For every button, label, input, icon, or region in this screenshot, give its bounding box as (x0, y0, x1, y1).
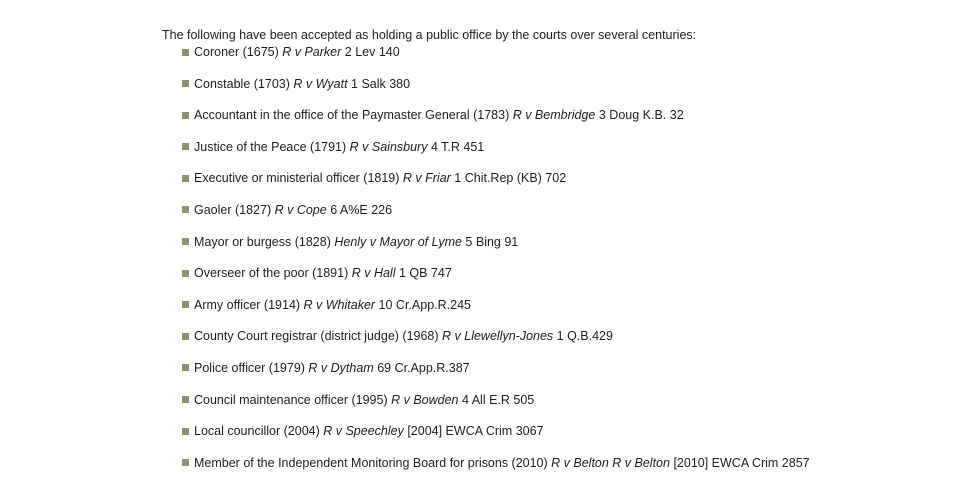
case-citation: 3 Doug K.B. 32 (595, 108, 684, 123)
list-item (182, 359, 810, 391)
square-bullet-icon (182, 301, 189, 308)
office-text: Coroner (1675) (194, 45, 283, 59)
case-name: R v Dytham (308, 360, 374, 375)
office-text: Mayor or burgess (1828) (194, 234, 335, 249)
case-name: R v Belton R v Belton (551, 455, 670, 470)
case-name: R v Whitaker (303, 297, 376, 312)
case-citation: 10 Cr.App.R.245 (375, 297, 471, 312)
case-citation: [2004] EWCA Crim 3067 (403, 424, 544, 439)
list-item (182, 75, 810, 107)
list-item (182, 169, 810, 201)
case-citation: 1 Q.B.429 (553, 329, 613, 344)
case-citation: 69 Cr.App.R.387 (373, 360, 470, 375)
list-item (182, 454, 810, 485)
office-text: Member of the Independent Monitoring Board for prisons (2010) (194, 455, 552, 470)
case-name: R v Wyatt (293, 76, 348, 91)
case-name: R v Sainsbury (349, 139, 428, 154)
case-name: R v Bembridge (512, 108, 596, 123)
square-bullet-icon (182, 143, 189, 150)
list-item (182, 422, 810, 454)
office-text: Executive or ministerial officer (1819) (194, 171, 403, 186)
square-bullet-icon (182, 206, 189, 213)
square-bullet-icon (182, 459, 189, 466)
square-bullet-icon (182, 80, 189, 87)
list-item (182, 201, 810, 233)
case-citation: 4 T.R 451 (427, 139, 485, 154)
case-citation: 5 Bing 91 (461, 234, 519, 249)
case-citation: [2010] EWCA Crim 2857 (669, 455, 810, 470)
case-name: R v Friar (402, 171, 451, 186)
office-text: Accountant in the office of the Paymaster General (1783) (194, 108, 513, 123)
list-item (182, 106, 810, 138)
office-text: Gaoler (1827) (194, 202, 275, 217)
office-text: Justice of the Peace (1791) (194, 139, 350, 154)
list-item (182, 296, 810, 328)
office-text: Local councillor (2004) (194, 424, 324, 439)
case-citation: 2 Lev 140 (341, 45, 400, 59)
list-item (182, 138, 810, 170)
square-bullet-icon (182, 396, 189, 403)
office-text: County Court registrar (district judge) (1968) (194, 329, 443, 344)
case-citation: 1 Chit.Rep (KB) 702 (450, 171, 567, 186)
office-text: Overseer of the poor (1891) (194, 266, 352, 281)
office-text: Police officer (1979) (194, 360, 309, 375)
list-item (182, 43, 810, 75)
case-name: R v Hall (351, 266, 396, 281)
office-text: Council maintenance officer (1995) (194, 392, 392, 407)
list-item (182, 264, 810, 296)
case-name: R v Cope (274, 202, 327, 217)
case-citation: 4 All E.R 505 (458, 392, 535, 407)
case-name: Henly v Mayor of Lyme (334, 234, 462, 249)
square-bullet-icon (182, 49, 189, 56)
list-item (182, 327, 810, 359)
public-office-list (182, 43, 810, 485)
square-bullet-icon (182, 428, 189, 435)
square-bullet-icon (182, 175, 189, 182)
list-item (182, 233, 810, 265)
intro-paragraph: The following have been accepted as holding a public office by the courts over several centuries: (162, 27, 697, 42)
list-item (182, 391, 810, 423)
case-name: R v Speechley (323, 424, 404, 439)
case-citation: 6 A%E 226 (326, 202, 393, 217)
case-citation: 1 Salk 380 (347, 76, 411, 91)
office-text: Army officer (1914) (194, 297, 304, 312)
case-citation: 1 QB 747 (395, 266, 452, 281)
square-bullet-icon (182, 333, 189, 340)
square-bullet-icon (182, 112, 189, 119)
case-name: R v Bowden (391, 392, 459, 407)
case-name: R v Parker (282, 45, 342, 59)
square-bullet-icon (182, 238, 189, 245)
square-bullet-icon (182, 364, 189, 371)
square-bullet-icon (182, 270, 189, 277)
office-text: Constable (1703) (194, 76, 294, 91)
case-name: R v Llewellyn-Jones (442, 329, 554, 344)
